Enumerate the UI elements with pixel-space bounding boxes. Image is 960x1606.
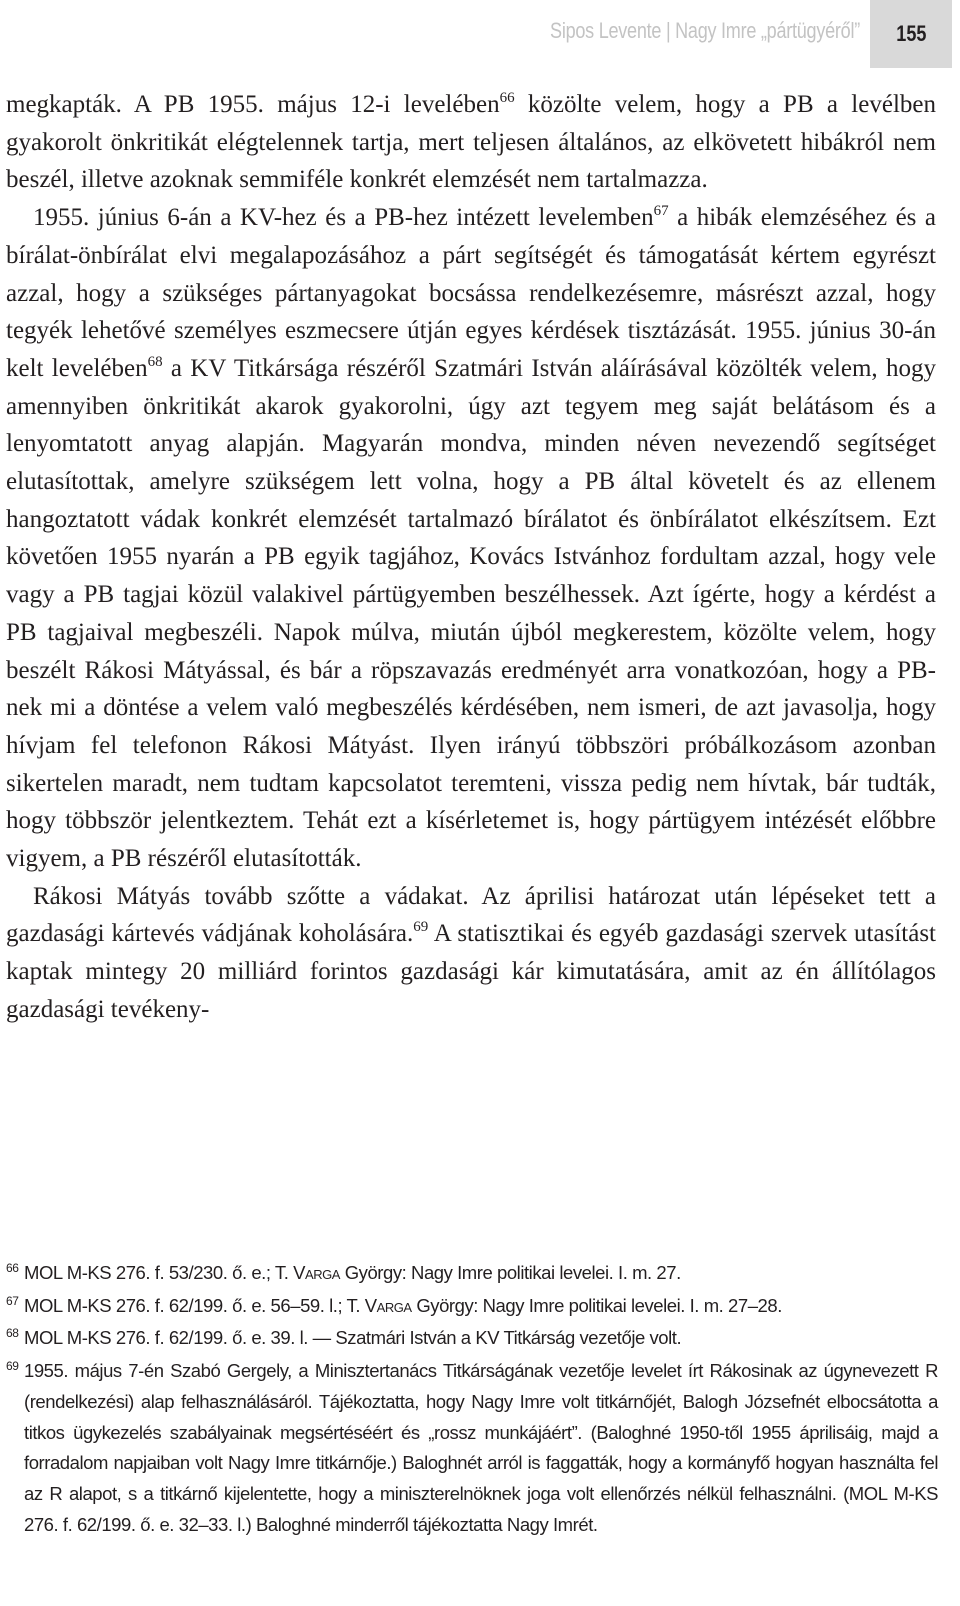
footnote	[6, 1323, 938, 1356]
footnote-number: 67	[6, 1293, 19, 1308]
author-surname: Varga	[364, 1294, 412, 1316]
page-number-box	[870, 0, 952, 68]
text-span: a KV Titkársága részéről Szatmári István aláírásával közölték velem, hogy amennyiben önkritikát akarok gyakorolni, úgy azt tegyem meg saját belátásom és a lenyomtatott anyag alapján. Magyarán mondva, minden néven nevezendő segítséget elutasítottak, amelyre szükségem lett volna, hogy a PB által követelt és az ellenem hangoztatott vádak konkrét elemzését tartalmazó bírálatot és önbírálatot elkészítsem. Ezt követően 1955 nyarán a PB egyik tagjához, Kovács Istvánhoz fordultam azzal, hogy vele vagy a PB tagjai közül valakivel pártügyemben beszélhessek. Azt ígérte, hogy a kérdést a PB tagjaival megbeszéli. Napok múlva, miután újból megkerestem, közölte velem, hogy beszélt Rákosi Mátyással, és bár a röpszavazás eredményét arra vonatkozóan, hogy a PB-nek mi a döntése a velem való megbeszélés kérdésében, nem ismeri, de azt javasolja, hogy hívjam fel telefonon Rákosi Mátyást. Ilyen irányú többszöri próbálkozásom azonban sikertelen maradt, nem tudtam kapcsolatot teremteni, vissza pedig nem hívtak, bár tudták, hogy többször jelentkeztem. Tehát ezt a kísérletemet is, hogy pártügyem intézését előbbre vigyem, a PB részéről elutasították.	[6, 354, 936, 873]
footnote-text	[24, 1291, 938, 1322]
footnote-ref-67: 67	[653, 203, 669, 220]
footnote-ref-66: 66	[499, 90, 515, 106]
text-span: Rákosi Mátyás tovább szőtte a vádakat. Az áprilisi határozat után lépéseket tett a gazdasági kártevés vádjának koholására.	[6, 882, 936, 948]
footnote-number: 66	[6, 1261, 19, 1275]
text-span: a hibák elemzéséhez és a bírálat-önbírálat elvi megalapozásához a párt segítségét és támogatását kértem egyrészt azzal, hogy a szükséges pártanyagokat bocsássa rendelkezésemre, másrészt azzal, hogy tegyék lehetővé személyes eszmecsere útján egyes kérdések tisztázását. 1955. június 30-án kelt levelében	[6, 204, 937, 382]
paragraph	[6, 878, 936, 1029]
page-header	[0, 0, 960, 72]
footnote-text	[24, 1258, 938, 1289]
text-span: közölte velem, hogy a PB a levélben gyakorolt önkritikát elégtelennek tartja, mert teljesen általános, az elkövetett hibákról nem beszél, illetve azoknak semmiféle konkrét elemzését nem tartalmazza.	[6, 91, 936, 194]
footnotes	[6, 1258, 938, 1540]
footnote-text	[24, 1356, 938, 1540]
text-span: 1955. június 6-án a KV-hez és a PB-hez intézett levelemben	[33, 204, 654, 232]
paragraph	[6, 199, 936, 878]
text-span: MOL M-KS 276. f. 62/199. ő. e. 56–59. l.; T.	[24, 1294, 365, 1316]
page-number: 155	[895, 21, 927, 46]
text-span: MOL M-KS 276. f. 62/199. ő. e. 39. l. — Szatmári István a KV Titkárság vezetője volt.	[24, 1327, 682, 1349]
paragraph	[6, 86, 936, 199]
footnote	[6, 1356, 938, 1540]
text-span: A statisztikai és egyéb gazdasági szervek utasítást kaptak mintegy 20 milliárd forintos gazdasági kár kimutatására, amit az én állítólagos gazdasági tevékeny-	[6, 920, 936, 1023]
footnote-number: 68	[6, 1326, 19, 1341]
footnote	[6, 1258, 938, 1291]
running-head: Sipos Levente | Nagy Imre „pártügyéről”	[550, 18, 860, 43]
text-span: MOL M-KS 276. f. 53/230. ő. e.; T.	[24, 1262, 294, 1283]
text-span: megkapták. A PB 1955. május 12-i levelében	[6, 91, 500, 118]
footnote	[6, 1291, 938, 1324]
footnote-ref-69: 69	[413, 919, 429, 936]
main-text	[6, 86, 936, 1029]
footnote-text	[24, 1323, 938, 1354]
text-span: 1955. május 7-én Szabó Gergely, a Minisztertanács Titkárságának vezetője levelet írt Rákosinak az úgynevezett R (rendelkezési) alap felhasználásáról. Tájékoztatta, hogy Nagy Imre volt titkárnőjét, Balogh Józsefnét elbocsátotta a titkos ügykezelés szabályainak megsértéséért és „rossz munkájáért”. (Baloghné 1950-től 1955 áprilisáig, majd a forradalom napjaiban volt Nagy Imre titkárnője.) Baloghnét arról is faggatták, hogy a kormányfő hogyan használta fel az R alapot, s a titkárnő kijelentette, hogy a miniszterelnöknek joga volt ellenőrzés nélkül felhasználni. (MOL M-KS 276. f. 62/199. ő. e. 32–33. l.) Baloghné minderről tájékoztatta Nagy Imrét.	[24, 1360, 938, 1535]
author-surname: Varga	[293, 1262, 341, 1283]
footnote-number: 69	[6, 1359, 19, 1374]
footnote-ref-68: 68	[147, 353, 163, 370]
text-span: György: Nagy Imre politikai levelei. I. m. 27.	[340, 1262, 681, 1283]
text-span: György: Nagy Imre politikai levelei. I. m. 27–28.	[411, 1294, 782, 1316]
